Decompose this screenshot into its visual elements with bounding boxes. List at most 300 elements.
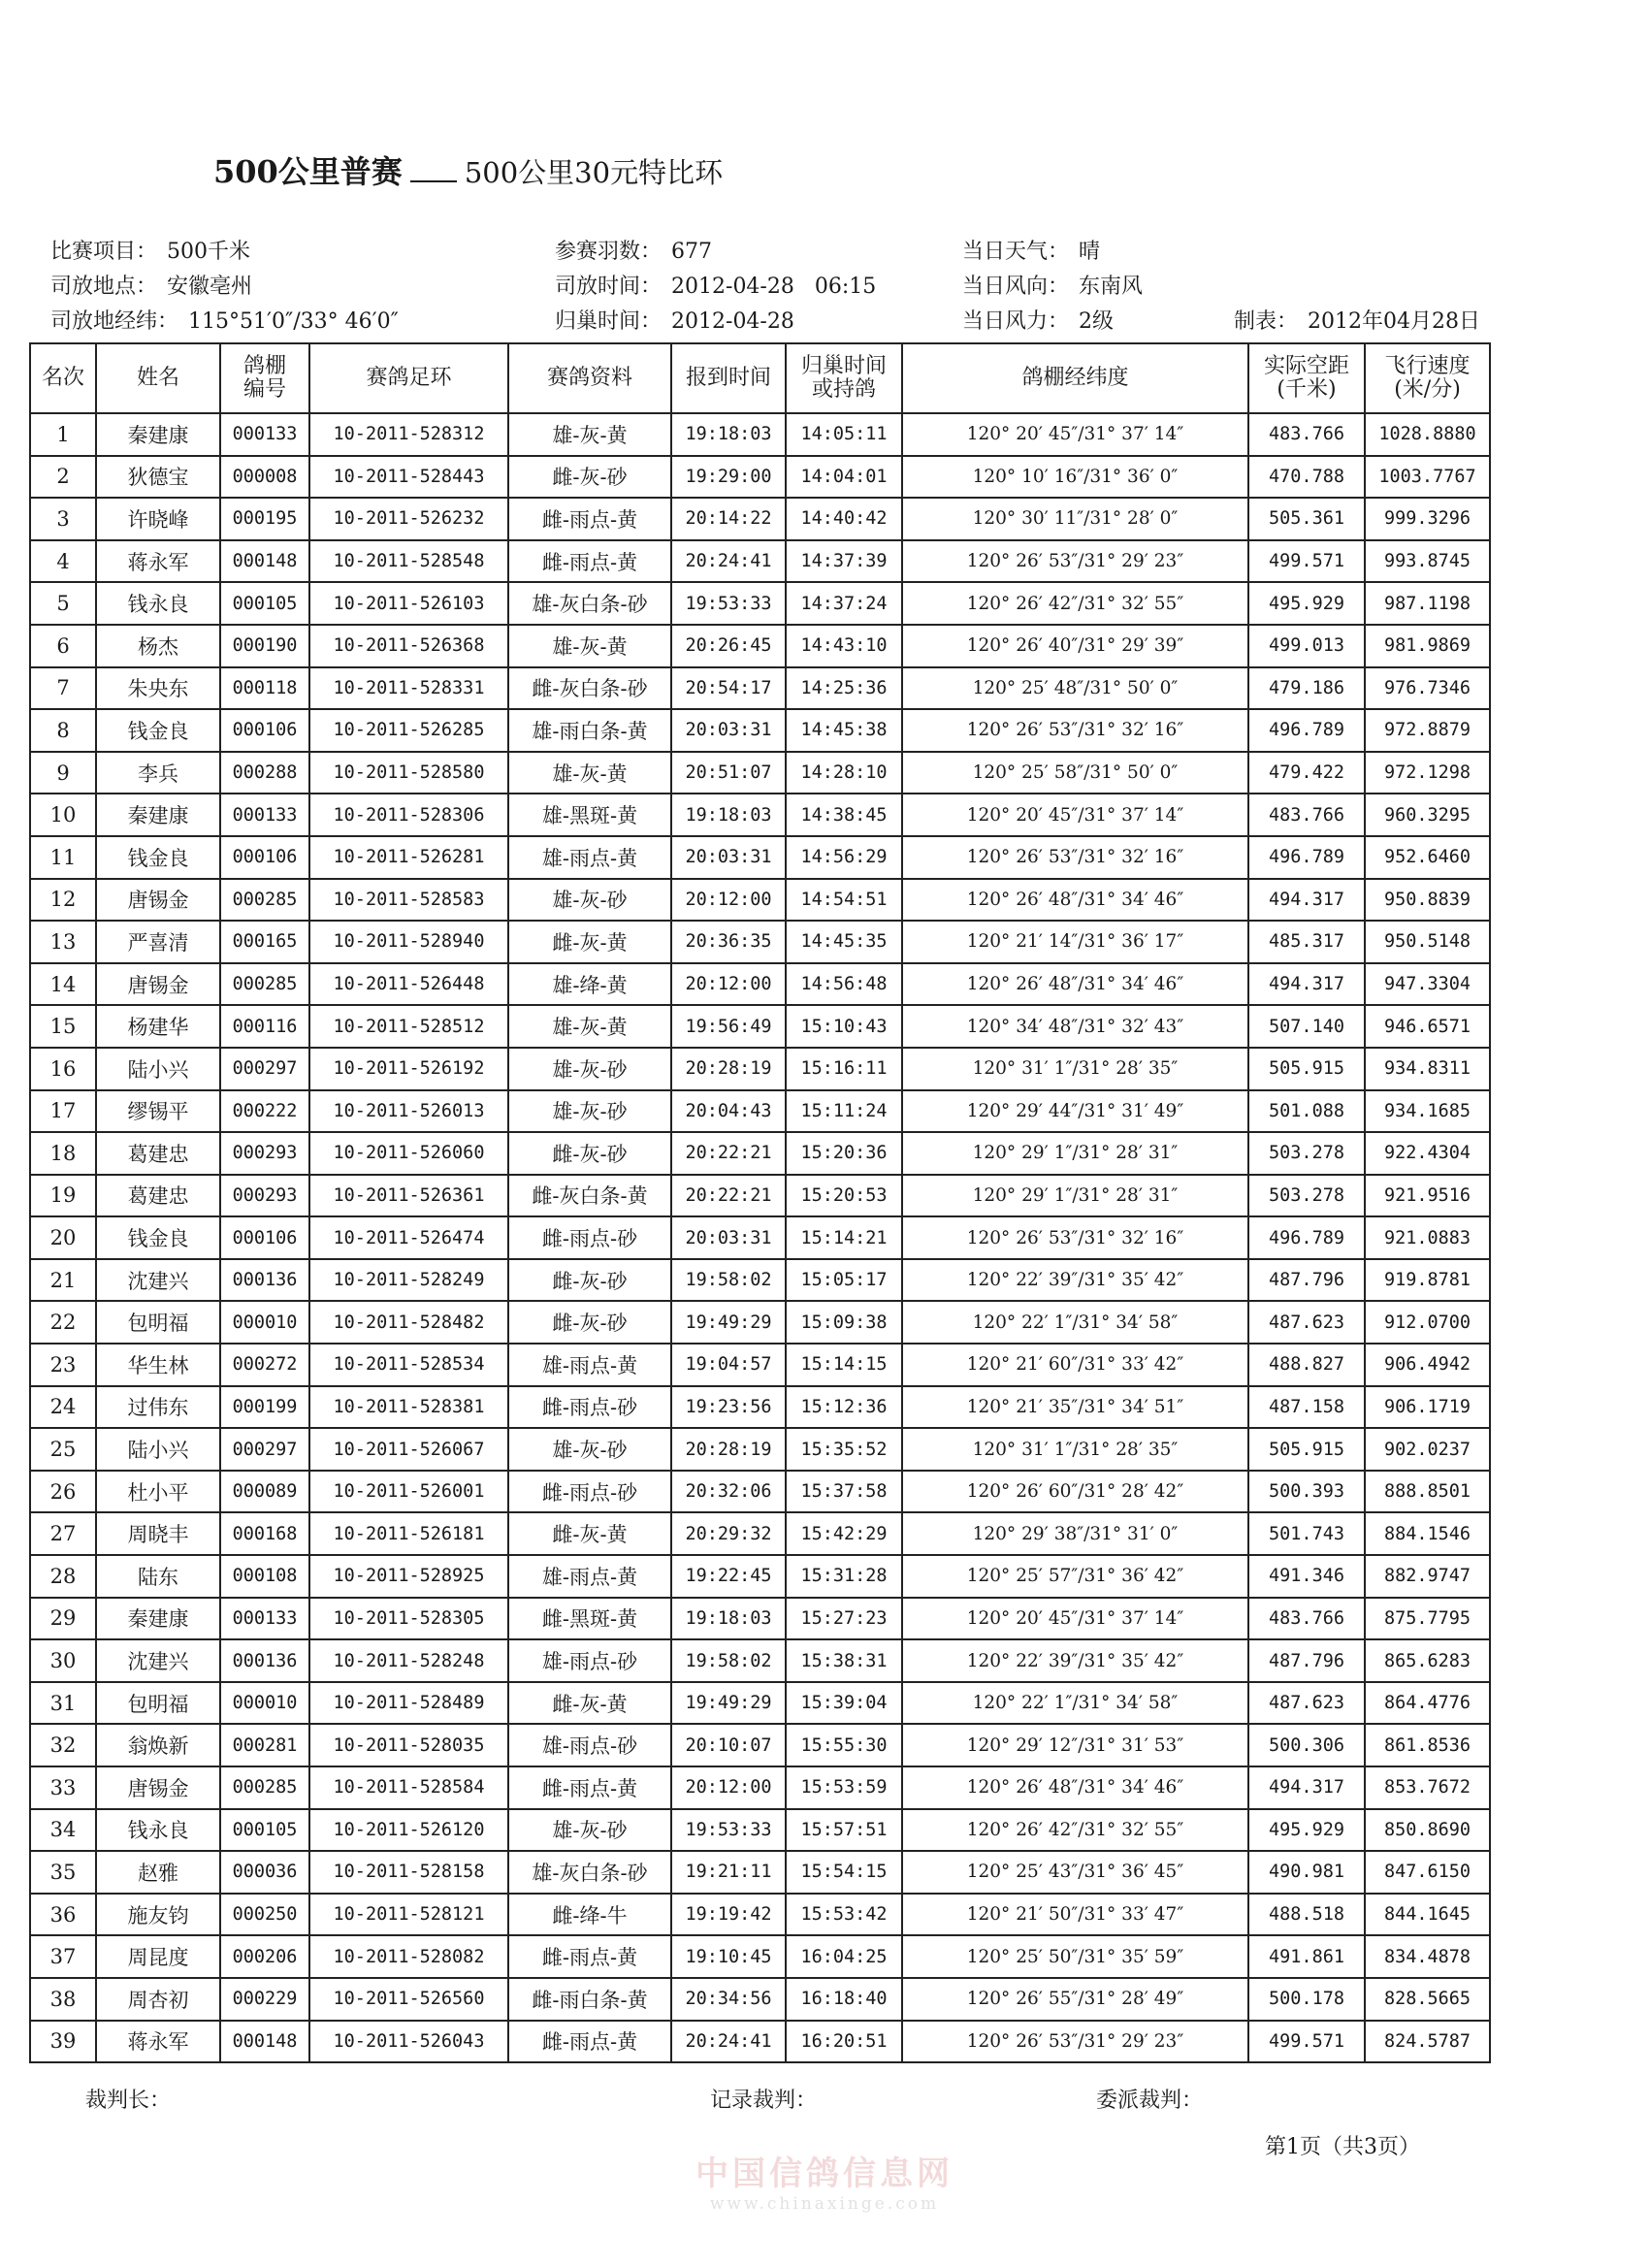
distance-cell: 496.789 bbox=[1248, 836, 1365, 879]
bird-info-cell: 雌-雨点-黄 bbox=[508, 1935, 671, 1978]
return-time-cell: 15:37:58 bbox=[786, 1471, 902, 1513]
loft-coord-cell: 120° 25′ 58″/31° 50′ 0″ bbox=[902, 752, 1248, 794]
table-row bbox=[30, 413, 1490, 456]
distance-cell: 494.317 bbox=[1248, 1766, 1365, 1809]
speed-cell: 824.5787 bbox=[1365, 2021, 1490, 2063]
table-row bbox=[30, 582, 1490, 625]
bird-info-cell: 雌-灰-砂 bbox=[508, 1259, 671, 1302]
register-time-cell: 20:22:21 bbox=[671, 1132, 786, 1175]
loft-id-cell: 000285 bbox=[220, 963, 309, 1006]
loft-coord-cell: 120° 22′ 39″/31° 35′ 42″ bbox=[902, 1639, 1248, 1682]
register-time-cell: 20:10:07 bbox=[671, 1724, 786, 1766]
bird-info-cell: 雌-雨点-砂 bbox=[508, 1386, 671, 1429]
info-project bbox=[50, 235, 250, 265]
loft-coord-cell: 120° 20′ 45″/31° 37′ 14″ bbox=[902, 413, 1248, 456]
speed-cell: 1028.8880 bbox=[1365, 413, 1490, 456]
ring-cell: 10-2011-528583 bbox=[309, 879, 508, 922]
info-made-date bbox=[1234, 305, 1480, 335]
register-time-cell: 20:12:00 bbox=[671, 963, 786, 1006]
ring-cell: 10-2011-526361 bbox=[309, 1175, 508, 1217]
ring-cell: 10-2011-528305 bbox=[309, 1598, 508, 1640]
name-cell: 唐锡金 bbox=[96, 1766, 220, 1809]
ring-cell: 10-2011-528331 bbox=[309, 667, 508, 710]
ring-cell: 10-2011-526232 bbox=[309, 498, 508, 540]
table-row bbox=[30, 1005, 1490, 1048]
loft-coord-cell: 120° 29′ 12″/31° 31′ 53″ bbox=[902, 1724, 1248, 1766]
loft-id-cell: 000133 bbox=[220, 1598, 309, 1640]
bird-info-cell: 雌-雨点-黄 bbox=[508, 498, 671, 540]
speed-cell: 853.7672 bbox=[1365, 1766, 1490, 1809]
speed-cell: 844.1645 bbox=[1365, 1894, 1490, 1936]
ring-cell: 10-2011-526013 bbox=[309, 1090, 508, 1133]
return-time-cell: 14:43:10 bbox=[786, 625, 902, 667]
name-cell: 唐锡金 bbox=[96, 879, 220, 922]
distance-cell: 503.278 bbox=[1248, 1175, 1365, 1217]
ring-cell: 10-2011-526043 bbox=[309, 2021, 508, 2063]
loft-id-cell: 000106 bbox=[220, 709, 309, 752]
loft-id-cell: 000148 bbox=[220, 540, 309, 583]
table-row bbox=[30, 1386, 1490, 1429]
table-row bbox=[30, 1175, 1490, 1217]
ring-cell: 10-2011-526103 bbox=[309, 582, 508, 625]
wind-direction-label: 当日风向： bbox=[962, 275, 1070, 299]
return-time-cell: 15:05:17 bbox=[786, 1259, 902, 1302]
table-row bbox=[30, 1428, 1490, 1471]
speed-cell: 947.3304 bbox=[1365, 963, 1490, 1006]
name-cell: 严喜清 bbox=[96, 921, 220, 963]
bird-info-cell: 雄-雨点-黄 bbox=[508, 1344, 671, 1386]
loft-id-cell: 000136 bbox=[220, 1639, 309, 1682]
loft-coord-cell: 120° 31′ 1″/31° 28′ 35″ bbox=[902, 1048, 1248, 1090]
rank-cell: 16 bbox=[30, 1048, 96, 1090]
loft-coord-cell: 120° 29′ 38″/31° 31′ 0″ bbox=[902, 1512, 1248, 1555]
rank-cell: 27 bbox=[30, 1512, 96, 1555]
speed-cell: 888.8501 bbox=[1365, 1471, 1490, 1513]
table-row bbox=[30, 1216, 1490, 1259]
name-cell: 秦建康 bbox=[96, 1598, 220, 1640]
table-body bbox=[30, 413, 1490, 2062]
distance-cell: 496.789 bbox=[1248, 709, 1365, 752]
name-cell: 包明福 bbox=[96, 1682, 220, 1725]
table-row bbox=[30, 1301, 1490, 1344]
info-release-coord bbox=[50, 305, 399, 335]
table-row bbox=[30, 836, 1490, 879]
bird-info-cell: 雌-雨点-黄 bbox=[508, 2021, 671, 2063]
distance-cell: 470.788 bbox=[1248, 456, 1365, 499]
loft-id-cell: 000010 bbox=[220, 1682, 309, 1725]
ring-cell: 10-2011-528482 bbox=[309, 1301, 508, 1344]
loft-coord-cell: 120° 21′ 50″/31° 33′ 47″ bbox=[902, 1894, 1248, 1936]
project-value: 500千米 bbox=[167, 240, 251, 264]
name-cell: 陆小兴 bbox=[96, 1428, 220, 1471]
wind-direction-value: 东南风 bbox=[1079, 275, 1144, 299]
rank-cell: 14 bbox=[30, 963, 96, 1006]
loft-coord-cell: 120° 26′ 53″/31° 32′ 16″ bbox=[902, 1216, 1248, 1259]
distance-cell: 505.915 bbox=[1248, 1048, 1365, 1090]
register-time-cell: 19:21:11 bbox=[671, 1851, 786, 1894]
loft-id-cell: 000285 bbox=[220, 879, 309, 922]
header-ring: 赛鸽足环 bbox=[309, 343, 508, 413]
name-cell: 蒋永军 bbox=[96, 2021, 220, 2063]
distance-cell: 487.623 bbox=[1248, 1682, 1365, 1725]
release-coord-label: 司放地经纬： bbox=[50, 309, 179, 334]
name-cell: 杨建华 bbox=[96, 1005, 220, 1048]
rank-cell: 26 bbox=[30, 1471, 96, 1513]
bird-info-cell: 雄-灰-黄 bbox=[508, 413, 671, 456]
loft-coord-cell: 120° 26′ 53″/31° 29′ 23″ bbox=[902, 2021, 1248, 2063]
header-name: 姓名 bbox=[96, 343, 220, 413]
speed-cell: 921.9516 bbox=[1365, 1175, 1490, 1217]
register-time-cell: 19:29:00 bbox=[671, 456, 786, 499]
loft-id-cell: 000165 bbox=[220, 921, 309, 963]
speed-cell: 828.5665 bbox=[1365, 1978, 1490, 2021]
rank-cell: 2 bbox=[30, 456, 96, 499]
ring-cell: 10-2011-528512 bbox=[309, 1005, 508, 1048]
register-time-cell: 19:18:03 bbox=[671, 794, 786, 836]
ring-cell: 10-2011-528489 bbox=[309, 1682, 508, 1725]
header-rank: 名次 bbox=[30, 343, 96, 413]
return-time-cell: 16:20:51 bbox=[786, 2021, 902, 2063]
loft-coord-cell: 120° 26′ 53″/31° 29′ 23″ bbox=[902, 540, 1248, 583]
rank-cell: 37 bbox=[30, 1935, 96, 1978]
register-time-cell: 19:10:45 bbox=[671, 1935, 786, 1978]
bird-info-cell: 雌-灰-砂 bbox=[508, 1301, 671, 1344]
bird-info-cell: 雄-灰-黄 bbox=[508, 625, 671, 667]
name-cell: 葛建忠 bbox=[96, 1175, 220, 1217]
distance-cell: 501.088 bbox=[1248, 1090, 1365, 1133]
register-time-cell: 19:19:42 bbox=[671, 1894, 786, 1936]
return-time-label: 归巢时间： bbox=[555, 309, 663, 334]
loft-coord-cell: 120° 26′ 48″/31° 34′ 46″ bbox=[902, 1766, 1248, 1809]
rank-cell: 35 bbox=[30, 1851, 96, 1894]
loft-coord-cell: 120° 25′ 50″/31° 35′ 59″ bbox=[902, 1935, 1248, 1978]
bird-info-cell: 雌-雨点-黄 bbox=[508, 540, 671, 583]
rank-cell: 3 bbox=[30, 498, 96, 540]
register-time-cell: 19:53:33 bbox=[671, 1809, 786, 1852]
speed-cell: 834.4878 bbox=[1365, 1935, 1490, 1978]
table-row bbox=[30, 1851, 1490, 1894]
return-time-cell: 15:16:11 bbox=[786, 1048, 902, 1090]
rank-cell: 15 bbox=[30, 1005, 96, 1048]
register-time-cell: 20:04:43 bbox=[671, 1090, 786, 1133]
distance-cell: 501.743 bbox=[1248, 1512, 1365, 1555]
distance-cell: 483.766 bbox=[1248, 413, 1365, 456]
rank-cell: 38 bbox=[30, 1978, 96, 2021]
register-time-cell: 19:53:33 bbox=[671, 582, 786, 625]
distance-cell: 503.278 bbox=[1248, 1132, 1365, 1175]
bird-info-cell: 雌-灰白条-黄 bbox=[508, 1175, 671, 1217]
loft-id-cell: 000297 bbox=[220, 1048, 309, 1090]
header-return-time: 归巢时间 或持鸽 bbox=[786, 343, 902, 413]
distance-cell: 488.827 bbox=[1248, 1344, 1365, 1386]
distance-cell: 507.140 bbox=[1248, 1005, 1365, 1048]
rank-cell: 29 bbox=[30, 1598, 96, 1640]
table-row bbox=[30, 1935, 1490, 1978]
rank-cell: 22 bbox=[30, 1301, 96, 1344]
speed-cell: 912.0700 bbox=[1365, 1301, 1490, 1344]
wind-force-label: 当日风力： bbox=[962, 309, 1070, 334]
loft-coord-cell: 120° 29′ 44″/31° 31′ 49″ bbox=[902, 1090, 1248, 1133]
table-row bbox=[30, 1048, 1490, 1090]
table-row bbox=[30, 667, 1490, 710]
table-row bbox=[30, 1598, 1490, 1640]
distance-cell: 505.361 bbox=[1248, 498, 1365, 540]
name-cell: 包明福 bbox=[96, 1301, 220, 1344]
return-time-cell: 15:55:30 bbox=[786, 1724, 902, 1766]
speed-cell: 865.6283 bbox=[1365, 1639, 1490, 1682]
header-bird-info: 赛鸽资料 bbox=[508, 343, 671, 413]
rank-cell: 33 bbox=[30, 1766, 96, 1809]
loft-coord-cell: 120° 26′ 42″/31° 32′ 55″ bbox=[902, 1809, 1248, 1852]
loft-id-cell: 000293 bbox=[220, 1175, 309, 1217]
ring-cell: 10-2011-528940 bbox=[309, 921, 508, 963]
speed-cell: 946.6571 bbox=[1365, 1005, 1490, 1048]
speed-cell: 960.3295 bbox=[1365, 794, 1490, 836]
bird-info-cell: 雌-灰-黄 bbox=[508, 1682, 671, 1725]
made-date-label: 制表： bbox=[1234, 309, 1299, 334]
rank-cell: 17 bbox=[30, 1090, 96, 1133]
distance-cell: 487.796 bbox=[1248, 1639, 1365, 1682]
register-time-cell: 20:36:35 bbox=[671, 921, 786, 963]
ring-cell: 10-2011-526448 bbox=[309, 963, 508, 1006]
register-time-cell: 19:49:29 bbox=[671, 1301, 786, 1344]
made-date-value: 2012年04月28日 bbox=[1308, 309, 1480, 334]
register-time-cell: 19:18:03 bbox=[671, 413, 786, 456]
ring-cell: 10-2011-526474 bbox=[309, 1216, 508, 1259]
bird-info-cell: 雄-灰-砂 bbox=[508, 1428, 671, 1471]
loft-id-cell: 000133 bbox=[220, 413, 309, 456]
speed-cell: 976.7346 bbox=[1365, 667, 1490, 710]
bird-info-cell: 雄-灰白条-砂 bbox=[508, 582, 671, 625]
return-time-cell: 15:20:53 bbox=[786, 1175, 902, 1217]
rank-cell: 8 bbox=[30, 709, 96, 752]
return-time-cell: 15:09:38 bbox=[786, 1301, 902, 1344]
name-cell: 蒋永军 bbox=[96, 540, 220, 583]
name-cell: 秦建康 bbox=[96, 413, 220, 456]
header-loft-coord: 鸽棚经纬度 bbox=[902, 343, 1248, 413]
name-cell: 钱金良 bbox=[96, 1216, 220, 1259]
distance-cell: 500.178 bbox=[1248, 1978, 1365, 2021]
speed-cell: 882.9747 bbox=[1365, 1555, 1490, 1598]
speed-cell: 934.1685 bbox=[1365, 1090, 1490, 1133]
table-row bbox=[30, 709, 1490, 752]
register-time-cell: 20:51:07 bbox=[671, 752, 786, 794]
name-cell: 翁焕新 bbox=[96, 1724, 220, 1766]
table-row bbox=[30, 1090, 1490, 1133]
return-time-cell: 15:12:36 bbox=[786, 1386, 902, 1429]
release-time-value: 2012-04-28 06:15 bbox=[671, 275, 877, 299]
loft-id-cell: 000250 bbox=[220, 1894, 309, 1936]
table-row bbox=[30, 794, 1490, 836]
ring-cell: 10-2011-528312 bbox=[309, 413, 508, 456]
rank-cell: 36 bbox=[30, 1894, 96, 1936]
loft-id-cell: 000168 bbox=[220, 1512, 309, 1555]
bird-info-cell: 雄-灰-砂 bbox=[508, 879, 671, 922]
speed-cell: 972.8879 bbox=[1365, 709, 1490, 752]
speed-cell: 921.0883 bbox=[1365, 1216, 1490, 1259]
loft-id-cell: 000199 bbox=[220, 1386, 309, 1429]
name-cell: 周昆度 bbox=[96, 1935, 220, 1978]
rank-cell: 13 bbox=[30, 921, 96, 963]
return-time-cell: 15:14:21 bbox=[786, 1216, 902, 1259]
table-row bbox=[30, 1639, 1490, 1682]
rank-cell: 39 bbox=[30, 2021, 96, 2063]
return-time-cell: 15:35:52 bbox=[786, 1428, 902, 1471]
rank-cell: 9 bbox=[30, 752, 96, 794]
table-row bbox=[30, 540, 1490, 583]
rank-cell: 21 bbox=[30, 1259, 96, 1302]
rank-cell: 4 bbox=[30, 540, 96, 583]
name-cell: 李兵 bbox=[96, 752, 220, 794]
distance-cell: 494.317 bbox=[1248, 963, 1365, 1006]
return-time-cell: 14:05:11 bbox=[786, 413, 902, 456]
ring-cell: 10-2011-528035 bbox=[309, 1724, 508, 1766]
name-cell: 沈建兴 bbox=[96, 1259, 220, 1302]
name-cell: 狄德宝 bbox=[96, 456, 220, 499]
loft-coord-cell: 120° 26′ 42″/31° 32′ 55″ bbox=[902, 582, 1248, 625]
speed-cell: 884.1546 bbox=[1365, 1512, 1490, 1555]
table-row bbox=[30, 625, 1490, 667]
entries-label: 参赛羽数： bbox=[555, 240, 663, 264]
bird-info-cell: 雌-黑斑-黄 bbox=[508, 1598, 671, 1640]
release-place-label: 司放地点： bbox=[50, 275, 158, 299]
distance-cell: 490.981 bbox=[1248, 1851, 1365, 1894]
header-distance: 实际空距 (千米) bbox=[1248, 343, 1365, 413]
return-time-cell: 15:54:15 bbox=[786, 1851, 902, 1894]
register-time-cell: 19:49:29 bbox=[671, 1682, 786, 1725]
loft-coord-cell: 120° 21′ 35″/31° 34′ 51″ bbox=[902, 1386, 1248, 1429]
speed-cell: 875.7795 bbox=[1365, 1598, 1490, 1640]
register-time-cell: 20:34:56 bbox=[671, 1978, 786, 2021]
bird-info-cell: 雄-雨点-黄 bbox=[508, 836, 671, 879]
rank-cell: 10 bbox=[30, 794, 96, 836]
distance-cell: 495.929 bbox=[1248, 1809, 1365, 1852]
distance-cell: 479.422 bbox=[1248, 752, 1365, 794]
return-time-cell: 14:25:36 bbox=[786, 667, 902, 710]
name-cell: 施友钧 bbox=[96, 1894, 220, 1936]
ring-cell: 10-2011-528580 bbox=[309, 752, 508, 794]
name-cell: 缪锡平 bbox=[96, 1090, 220, 1133]
loft-coord-cell: 120° 22′ 1″/31° 34′ 58″ bbox=[902, 1682, 1248, 1725]
return-time-cell: 14:54:51 bbox=[786, 879, 902, 922]
loft-coord-cell: 120° 20′ 45″/31° 37′ 14″ bbox=[902, 1598, 1248, 1640]
table-row bbox=[30, 1766, 1490, 1809]
distance-cell: 487.796 bbox=[1248, 1259, 1365, 1302]
ring-cell: 10-2011-526120 bbox=[309, 1809, 508, 1852]
ring-cell: 10-2011-528381 bbox=[309, 1386, 508, 1429]
table-row bbox=[30, 963, 1490, 1006]
loft-coord-cell: 120° 31′ 1″/31° 28′ 35″ bbox=[902, 1428, 1248, 1471]
return-time-cell: 14:28:10 bbox=[786, 752, 902, 794]
ring-cell: 10-2011-528534 bbox=[309, 1344, 508, 1386]
name-cell: 华生林 bbox=[96, 1344, 220, 1386]
info-weather bbox=[962, 235, 1100, 265]
register-time-cell: 20:03:31 bbox=[671, 709, 786, 752]
distance-cell: 495.929 bbox=[1248, 582, 1365, 625]
bird-info-cell: 雌-灰-黄 bbox=[508, 1512, 671, 1555]
speed-cell: 981.9869 bbox=[1365, 625, 1490, 667]
appointed-judge: 委派裁判： bbox=[1096, 2089, 1204, 2113]
page-info: 第1页（共3页） bbox=[1265, 2135, 1420, 2159]
loft-coord-cell: 120° 22′ 39″/31° 35′ 42″ bbox=[902, 1259, 1248, 1302]
loft-coord-cell: 120° 34′ 48″/31° 32′ 43″ bbox=[902, 1005, 1248, 1048]
bird-info-cell: 雌-灰-黄 bbox=[508, 921, 671, 963]
return-time-cell: 15:14:15 bbox=[786, 1344, 902, 1386]
bird-info-cell: 雄-灰-黄 bbox=[508, 1005, 671, 1048]
loft-coord-cell: 120° 20′ 45″/31° 37′ 14″ bbox=[902, 794, 1248, 836]
loft-coord-cell: 120° 25′ 48″/31° 50′ 0″ bbox=[902, 667, 1248, 710]
speed-cell: 850.8690 bbox=[1365, 1809, 1490, 1852]
loft-id-cell: 000297 bbox=[220, 1428, 309, 1471]
table-row bbox=[30, 498, 1490, 540]
name-cell: 周晓丰 bbox=[96, 1512, 220, 1555]
rank-cell: 19 bbox=[30, 1175, 96, 1217]
table-row bbox=[30, 1555, 1490, 1598]
ring-cell: 10-2011-526285 bbox=[309, 709, 508, 752]
rank-cell: 1 bbox=[30, 413, 96, 456]
title-main: 500公里普赛 bbox=[213, 153, 403, 190]
ring-cell: 10-2011-528925 bbox=[309, 1555, 508, 1598]
watermark-url: www.chinaxinge.com bbox=[709, 2194, 940, 2214]
distance-cell: 500.306 bbox=[1248, 1724, 1365, 1766]
loft-coord-cell: 120° 26′ 60″/31° 28′ 42″ bbox=[902, 1471, 1248, 1513]
bird-info-cell: 雄-雨点-砂 bbox=[508, 1724, 671, 1766]
weather-label: 当日天气： bbox=[962, 240, 1070, 264]
speed-cell: 864.4776 bbox=[1365, 1682, 1490, 1725]
loft-coord-cell: 120° 26′ 55″/31° 28′ 49″ bbox=[902, 1978, 1248, 2021]
project-label: 比赛项目： bbox=[50, 240, 158, 264]
table-row bbox=[30, 1259, 1490, 1302]
ring-cell: 10-2011-526281 bbox=[309, 836, 508, 879]
table-row bbox=[30, 879, 1490, 922]
register-time-cell: 20:29:32 bbox=[671, 1512, 786, 1555]
release-place-value: 安徽亳州 bbox=[167, 275, 253, 299]
rank-cell: 12 bbox=[30, 879, 96, 922]
loft-coord-cell: 120° 26′ 48″/31° 34′ 46″ bbox=[902, 963, 1248, 1006]
table-row bbox=[30, 1132, 1490, 1175]
loft-id-cell: 000106 bbox=[220, 1216, 309, 1259]
table-row bbox=[30, 1894, 1490, 1936]
speed-cell: 902.0237 bbox=[1365, 1428, 1490, 1471]
register-time-cell: 20:12:00 bbox=[671, 879, 786, 922]
register-time-cell: 20:03:31 bbox=[671, 836, 786, 879]
loft-id-cell: 000136 bbox=[220, 1259, 309, 1302]
loft-id-cell: 000108 bbox=[220, 1555, 309, 1598]
header-register-time: 报到时间 bbox=[671, 343, 786, 413]
loft-coord-cell: 120° 25′ 57″/31° 36′ 42″ bbox=[902, 1555, 1248, 1598]
distance-cell: 483.766 bbox=[1248, 1598, 1365, 1640]
table-row bbox=[30, 456, 1490, 499]
loft-coord-cell: 120° 10′ 16″/31° 36′ 0″ bbox=[902, 456, 1248, 499]
distance-cell: 479.186 bbox=[1248, 667, 1365, 710]
return-time-cell: 15:31:28 bbox=[786, 1555, 902, 1598]
loft-coord-cell: 120° 26′ 53″/31° 32′ 16″ bbox=[902, 836, 1248, 879]
loft-id-cell: 000118 bbox=[220, 667, 309, 710]
register-time-cell: 20:24:41 bbox=[671, 2021, 786, 2063]
ring-cell: 10-2011-526067 bbox=[309, 1428, 508, 1471]
title-separator bbox=[410, 180, 457, 182]
return-time-cell: 15:38:31 bbox=[786, 1639, 902, 1682]
speed-cell: 919.8781 bbox=[1365, 1259, 1490, 1302]
distance-cell: 494.317 bbox=[1248, 879, 1365, 922]
loft-id-cell: 000008 bbox=[220, 456, 309, 499]
info-release-time bbox=[555, 270, 876, 300]
bird-info-cell: 雌-雨白条-黄 bbox=[508, 1978, 671, 2021]
return-time-cell: 14:37:39 bbox=[786, 540, 902, 583]
register-time-cell: 20:14:22 bbox=[671, 498, 786, 540]
speed-cell: 922.4304 bbox=[1365, 1132, 1490, 1175]
rank-cell: 20 bbox=[30, 1216, 96, 1259]
